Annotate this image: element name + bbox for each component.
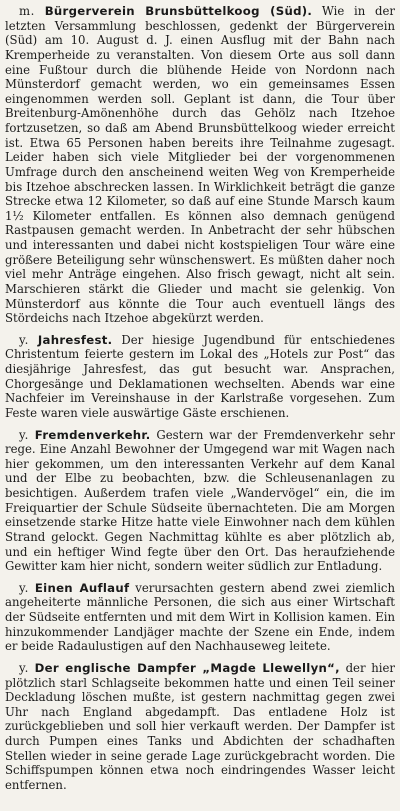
- article-body: der hier plötzlich starl Schlagseite bekommen hatte und einen Teil seiner Deckladung löschen mußte, ist gestern nachmittag gegen zwei Uhr nach England abgedampft. Das entladene Holz ist zurückgeblieben und soll hier verkauft werden. Der Dampfer ist durch Pumpen eines Tanks und Abdichten der schadhaften Stellen wieder in seine gerade Lage zurückgebracht worden. Die Schiffspumpen können etwa noch eindringendes Wasser leicht entfernen.: [5, 660, 395, 792]
- article-heading: Der englische Dampfer „Magde Llewellyn“,: [34, 660, 340, 675]
- article-lead-mark: m.: [19, 4, 35, 18]
- article-dampfer: [5, 661, 395, 793]
- article-fremdenverkehr: [5, 428, 395, 574]
- article-body: Der hiesige Jugendbund für entschiedenes Christentum feierte gestern im Lokal des „Hotels zur Post“ das diesjährige Jahresfest, das gut besucht war. Ansprachen, Chorgesänge und Deklamationen wechselten. Abends war eine Nachfeier im Vereinshause in der Karlstraße vorgesehen. Zum Feste waren viele auswärtige Gäste erschienen.: [5, 332, 396, 420]
- article-heading: Fremdenverkehr.: [34, 427, 151, 442]
- article-lead-mark: y.: [19, 427, 29, 442]
- article-heading: Jahresfest.: [37, 332, 113, 347]
- article-jahresfest: [5, 333, 395, 421]
- article-auflauf: [5, 581, 395, 654]
- article-body: verursachten gestern abend zwei ziemlich angeheiterte männliche Personen, die sich aus einer Wirtschaft der Südseite entfernten und mit dem Wirt in Kollision kamen. Ein hinzukommender Landjäger machte der Szene ein Ende, indem er beide Radaulustigen auf den Nachhauseweg leitete.: [5, 580, 396, 654]
- article-lead-mark: y.: [19, 332, 29, 347]
- article-lead-mark: y.: [19, 580, 29, 595]
- article-heading: Bürgerverein Brunsbüttelkoog (Süd).: [44, 4, 313, 18]
- article-body: Gestern war der Fremdenverkehr sehr rege. Eine Anzahl Bewohner der Umgegend war mit Wagen nach hier gekommen, um den interessanten Verkehr auf dem Kanal und der Elbe zu beobachten, bzw. die Schleusenanlagen zu besichtigen. Außerdem trafen viele „Wandervögel“ ein, die im Freiquartier der Schule Südseite übernachteten. Die am Morgen einsetzende starke Hitze hatte viele Einwohner nach dem kühlen Strand gelockt. Gegen Nachmittag kühlte es aber plötzlich ab, und ein heftiger Wind fegte über den Ort. Das heraufziehende Gewitter kam hier nicht, sondern weiter südlich zur Entladung.: [5, 427, 395, 574]
- article-lead-mark: y.: [19, 660, 29, 675]
- newspaper-column: [5, 4, 395, 793]
- article-buergerverein: [5, 4, 395, 326]
- article-body: Wie in der letzten Versammlung beschlossen, gedenkt der Bürgerverein (Süd) am 10. August d. J. einen Ausflug mit der Bahn nach Kremperheide zu veranstalten. Von diesem Orte aus soll dann eine Fußtour durch die blühende Heide von Nordonn nach Münsterdorf gemacht werden, wo ein gemeinsames Essen eingenommen werden soll. Geplant ist dann, die Tour über Breitenburg-Amönenhöhe durch das Gehölz nach Itzehoe fortzusetzen, so daß am Abend Brunsbüttelkoog wieder erreicht ist. Etwa 65 Personen haben bereits ihre Teilnahme zugesagt. Leider haben sich viele Mitglieder bei der vorgenommenen Umfrage durch den anscheinend weiten Weg von Kremperheide bis Itzehoe abschrecken lassen. In Wirklichkeit beträgt die ganze Strecke etwa 12 Kilometer, so daß auf eine Stunde Marsch kaum 1½ Kilometer entfallen. Es können also demnach genügend Rastpausen gemacht werden. In Anbetracht der sehr hübschen und interessanten und dabei nicht kostspieligen Tour wäre eine größere Beteiligung sehr wünschenswert. Es müßten daher noch viel mehr Anträge eingehen. Also frisch gewagt, nicht alt sein. Marschieren stärkt die Glieder und macht sie gelenkig. Von Münsterdorf aus könnte die Tour auch eventuell längs des Stördeichs nach Itzehoe abgekürzt werden.: [5, 4, 395, 326]
- article-heading: Einen Auflauf: [34, 580, 130, 595]
